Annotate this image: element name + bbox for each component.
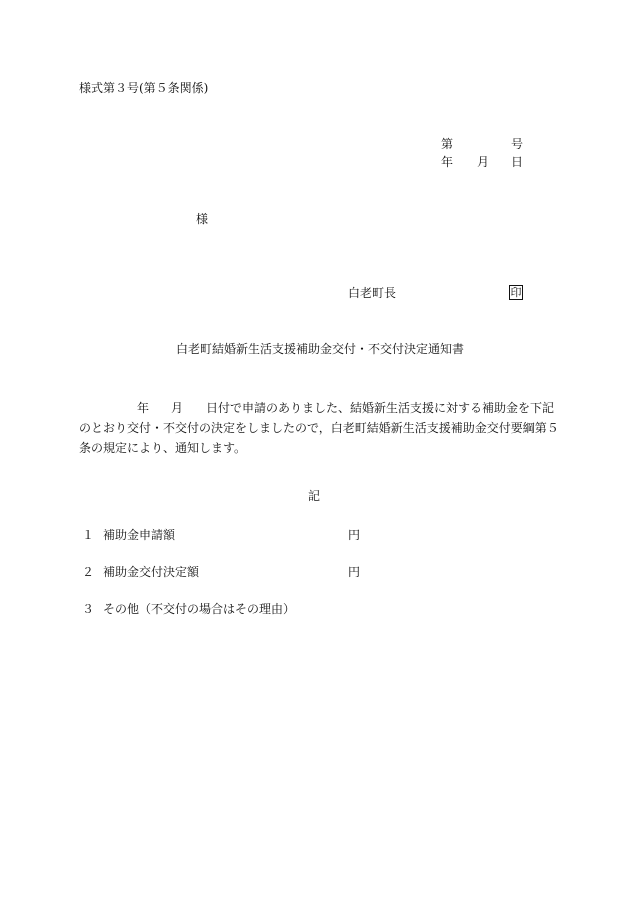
body-paragraph: [79, 398, 559, 458]
body-month-label: 月: [171, 401, 184, 415]
body-line-2: のとおり交付・不交付の決定をしましたので，白老町結婚新生活支援補助金交付要綱第５: [79, 421, 559, 435]
item-1-number: １: [82, 528, 95, 542]
seal-label: 印: [510, 286, 522, 299]
body-line-3: 条の規定により、通知します。: [79, 441, 247, 455]
item-1-unit: 円: [348, 528, 361, 542]
item-1-label: 補助金申請額: [103, 528, 176, 542]
form-number: 様式第３号(第５条関係): [79, 81, 209, 95]
document-title: 白老町結婚新生活支援補助金交付・不交付決定通知書: [176, 342, 465, 356]
item-2-number: ２: [82, 565, 95, 579]
date-month-label: 月: [477, 155, 490, 169]
issuer-name: 白老町長: [348, 286, 397, 300]
body-year-label: 年: [137, 401, 150, 415]
document-number-suffix: 号: [511, 137, 524, 151]
date-day-label: 日: [511, 155, 524, 169]
body-line-1: [79, 398, 555, 418]
body-line-1-text: 日付で申請のありました、結婚新生活支援に対する補助金を下記: [206, 401, 555, 415]
seal-stamp: [509, 285, 523, 300]
document-number-prefix: 第: [441, 137, 454, 151]
item-2-label: 補助金交付決定額: [103, 565, 200, 579]
ki-heading: 記: [308, 489, 321, 503]
item-3-number: ３: [82, 602, 95, 616]
date-year-label: 年: [441, 155, 454, 169]
item-2-unit: 円: [348, 565, 361, 579]
item-3-label: その他（不交付の場合はその理由）: [103, 602, 296, 616]
addressee-honorific: 様: [196, 212, 209, 226]
